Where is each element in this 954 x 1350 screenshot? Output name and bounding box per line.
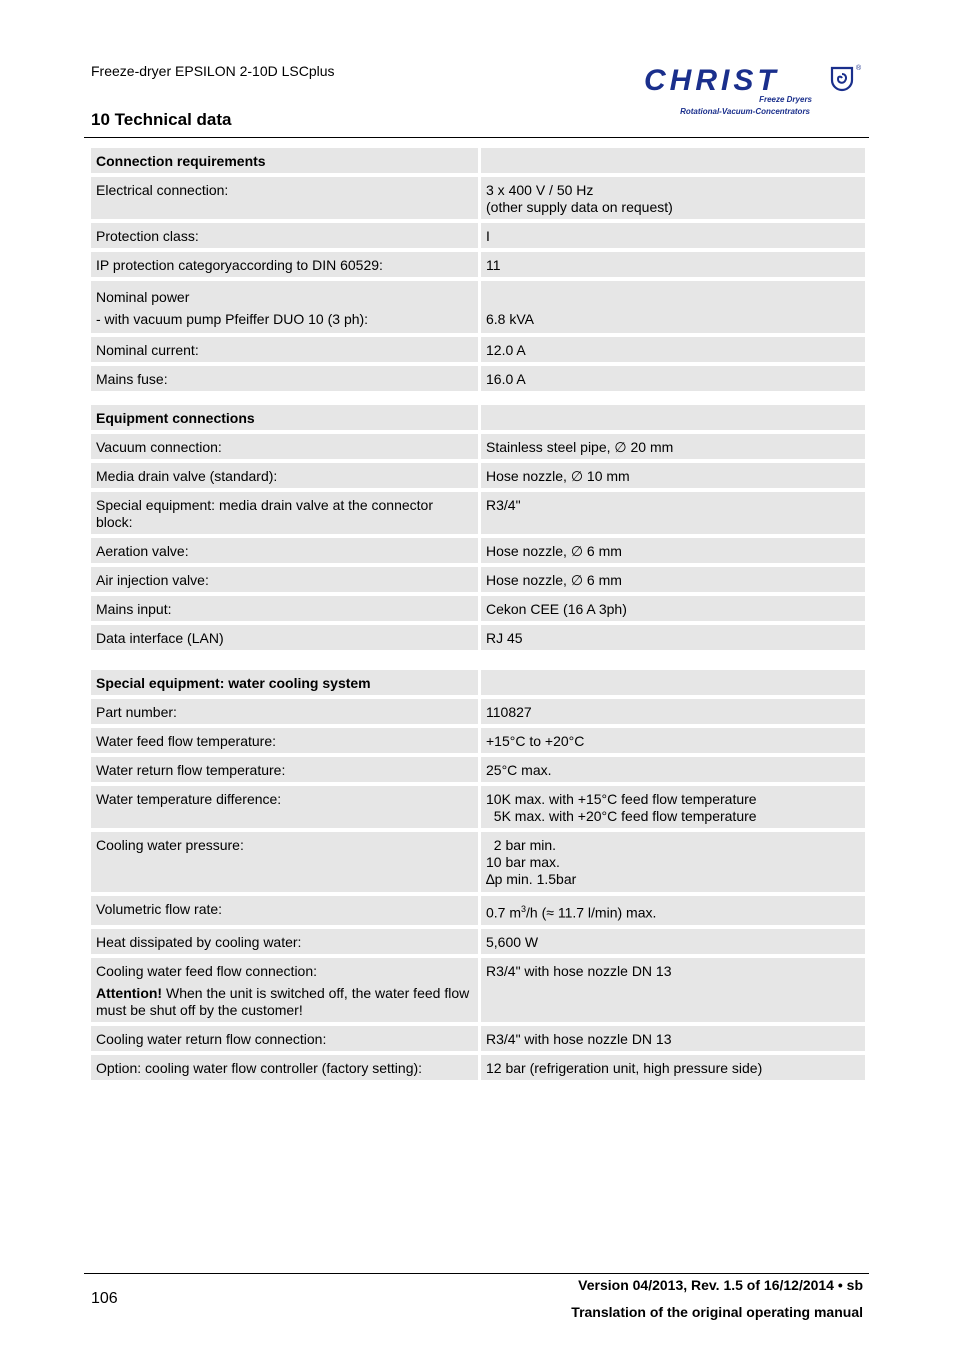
logo-wordmark: CHRIST [644, 64, 780, 97]
table-heading: Equipment connections [91, 405, 478, 430]
header-divider [84, 137, 869, 138]
table-row [91, 337, 865, 362]
table-heading: Special equipment: water cooling system [91, 670, 478, 695]
row-label: Nominal power - with vacuum pump Pfeiffer DUO 10 (3 ph): [91, 281, 478, 333]
row-label-text: Cooling water feed flow connection: [96, 962, 318, 979]
row-label: Aeration valve: [91, 538, 478, 563]
flow-rate-unit: /h (≈ 11.7 l/min) max. [526, 904, 657, 921]
table-row [91, 223, 865, 248]
row-label: Electrical connection: [91, 177, 478, 219]
table-row [91, 625, 865, 650]
table-row [91, 1055, 865, 1080]
row-value: 11 [481, 252, 865, 277]
table-row [91, 728, 865, 753]
table-row [91, 929, 865, 954]
document-title: Freeze-dryer EPSILON 2-10D LSCplus [91, 63, 335, 79]
row-value: 16.0 A [481, 366, 865, 391]
row-label: Nominal current: [91, 337, 478, 362]
attention-note [96, 985, 473, 1019]
page-number: 106 [91, 1290, 118, 1307]
row-value: 110827 [481, 699, 865, 724]
equipment-connections-table [91, 401, 865, 654]
row-value: +15°C to +20°C [481, 728, 865, 753]
connection-requirements-table [91, 144, 865, 395]
table-row [91, 958, 865, 1022]
table-row [91, 757, 865, 782]
row-value: I [481, 223, 865, 248]
row-value: RJ 45 [481, 625, 865, 650]
table-row [91, 177, 865, 219]
table-row [91, 463, 865, 488]
row-value: 6.8 kVA [481, 281, 865, 333]
flow-rate-exponent: 3 [521, 904, 527, 914]
row-label: Option: cooling water flow controller (factory setting): [91, 1055, 478, 1080]
row-value: 2 bar min. 10 bar max. ∆p min. 1.5bar [481, 832, 865, 892]
row-value [481, 896, 865, 925]
logo-tagline-freeze-dryers: Freeze Dryers [759, 95, 812, 104]
spiral-logo-icon [830, 66, 854, 92]
table-row [91, 832, 865, 892]
row-value: Stainless steel pipe, ∅ 20 mm [481, 434, 865, 459]
row-label [91, 958, 478, 1022]
attention-text: When the unit is switched off, the water feed flow must be shut off by the customer! [96, 984, 470, 1018]
row-label: Part number: [91, 699, 478, 724]
table-row [91, 252, 865, 277]
footer-divider [84, 1273, 869, 1274]
row-label: Special equipment: media drain valve at the connector block: [91, 492, 478, 534]
row-label: Mains fuse: [91, 366, 478, 391]
table-row [91, 567, 865, 592]
row-label: Vacuum connection: [91, 434, 478, 459]
row-value: Hose nozzle, ∅ 6 mm [481, 567, 865, 592]
section-title: 10 Technical data [91, 110, 232, 129]
row-value: R3/4" with hose nozzle DN 13 [481, 1026, 865, 1051]
table-row [91, 281, 865, 333]
row-label: Water return flow temperature: [91, 757, 478, 782]
table-row [91, 1026, 865, 1051]
attention-label: Attention! [96, 984, 163, 1001]
table-row [91, 896, 865, 925]
table-row [91, 699, 865, 724]
water-cooling-table [91, 666, 865, 1084]
row-label: Protection class: [91, 223, 478, 248]
row-label: IP protection categoryaccording to DIN 60529: [91, 252, 478, 277]
row-label: Cooling water pressure: [91, 832, 478, 892]
row-value: 5,600 W [481, 929, 865, 954]
translation-note: Translation of the original operating manual [571, 1304, 863, 1320]
version-info: Version 04/2013, Rev. 1.5 of 16/12/2014 • sb [578, 1277, 863, 1293]
row-value: 25°C max. [481, 757, 865, 782]
table-heading-row [91, 405, 865, 430]
row-value: R3/4" with hose nozzle DN 13 [481, 958, 865, 1022]
row-label: Water temperature difference: [91, 786, 478, 828]
row-label: Cooling water return flow connection: [91, 1026, 478, 1051]
row-label: Mains input: [91, 596, 478, 621]
row-label: Data interface (LAN) [91, 625, 478, 650]
row-value: Hose nozzle, ∅ 10 mm [481, 463, 865, 488]
table-heading-row [91, 670, 865, 695]
row-label: Heat dissipated by cooling water: [91, 929, 478, 954]
row-label: Water feed flow temperature: [91, 728, 478, 753]
logo-tagline-rvc: Rotational-Vacuum-Concentrators [680, 107, 810, 116]
row-value: 10K max. with +15°C feed flow temperature 5K max. with +20°C feed flow temperature [481, 786, 865, 828]
table-row [91, 538, 865, 563]
flow-rate-value: 0.7 m [486, 904, 522, 921]
table-row [91, 786, 865, 828]
row-value: R3/4" [481, 492, 865, 534]
row-label: Air injection valve: [91, 567, 478, 592]
table-row [91, 492, 865, 534]
table-row [91, 596, 865, 621]
christ-logo [644, 62, 866, 118]
table-row [91, 434, 865, 459]
table-row [91, 366, 865, 391]
table-heading: Connection requirements [91, 148, 478, 173]
row-value: 12 bar (refrigeration unit, high pressure side) [481, 1055, 865, 1080]
table-heading-row [91, 148, 865, 173]
row-label: Volumetric flow rate: [91, 896, 478, 925]
row-value: Hose nozzle, ∅ 6 mm [481, 538, 865, 563]
row-value: Cekon CEE (16 A 3ph) [481, 596, 865, 621]
row-label: Media drain valve (standard): [91, 463, 478, 488]
row-value: 3 x 400 V / 50 Hz (other supply data on request) [481, 177, 865, 219]
row-value: 12.0 A [481, 337, 865, 362]
registered-mark: ® [856, 65, 862, 72]
